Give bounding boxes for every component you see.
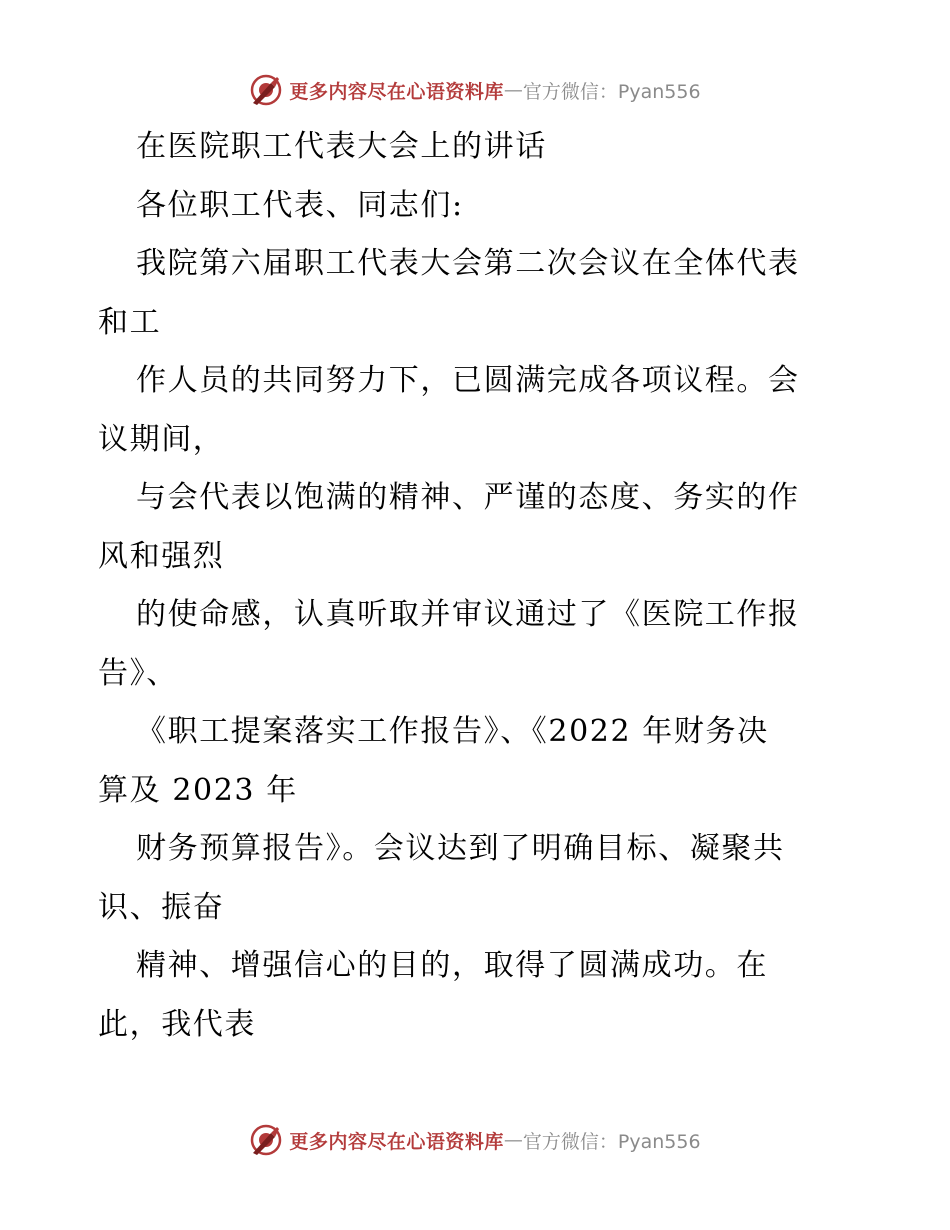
paragraph-line: 此，我代表 [98,1006,256,1042]
document-title: 在医院职工代表大会上的讲话 [136,129,547,164]
watermark-contact-text: 官方微信：Pyan556 [522,1130,701,1153]
salutation: 各位职工代表、同志们: [136,187,464,223]
watermark-brand-text: 更多内容尽在心语资料库 [289,80,504,103]
watermark-separator: — [503,79,523,101]
paragraph-line: 识、振奋 [98,889,225,925]
pen-circle-logo-icon [249,73,283,107]
watermark-contact-text: 官方微信：Pyan556 [522,80,701,103]
pen-circle-logo-icon [249,1123,283,1157]
document-body [98,118,858,1054]
watermark-separator: — [503,1129,523,1151]
paragraph-line: 风和强烈 [98,538,225,574]
watermark-brand-text: 更多内容尽在心语资料库 [289,1130,504,1153]
paragraph-line: 议期间， [98,421,225,457]
paragraph-line: 和工 [98,304,162,340]
paragraph-line: 算及 2023 年 [98,772,298,808]
paragraph-line: 告》、 [98,655,178,691]
footer-watermark [0,1120,950,1160]
paragraph-line: 财务预算报告》。会议达到了明确目标、凝聚共 [136,831,785,866]
paragraph-line: 的使命感，认真听取并审议通过了《医院工作报 [136,597,800,632]
header-watermark [0,70,950,110]
paragraph-line: 作人员的共同努力下，已圆满完成各项议程。会 [136,363,800,398]
paragraph-line: 我院第六届职工代表大会第二次会议在全体代表 [136,246,800,281]
paragraph-line: 精神、增强信心的目的，取得了圆满成功。在 [136,948,768,983]
paragraph-line: 《职工提案落实工作报告》、《2022 年财务决 [136,714,769,749]
paragraph-line: 与会代表以饱满的精神、严谨的态度、务实的作 [136,480,800,515]
